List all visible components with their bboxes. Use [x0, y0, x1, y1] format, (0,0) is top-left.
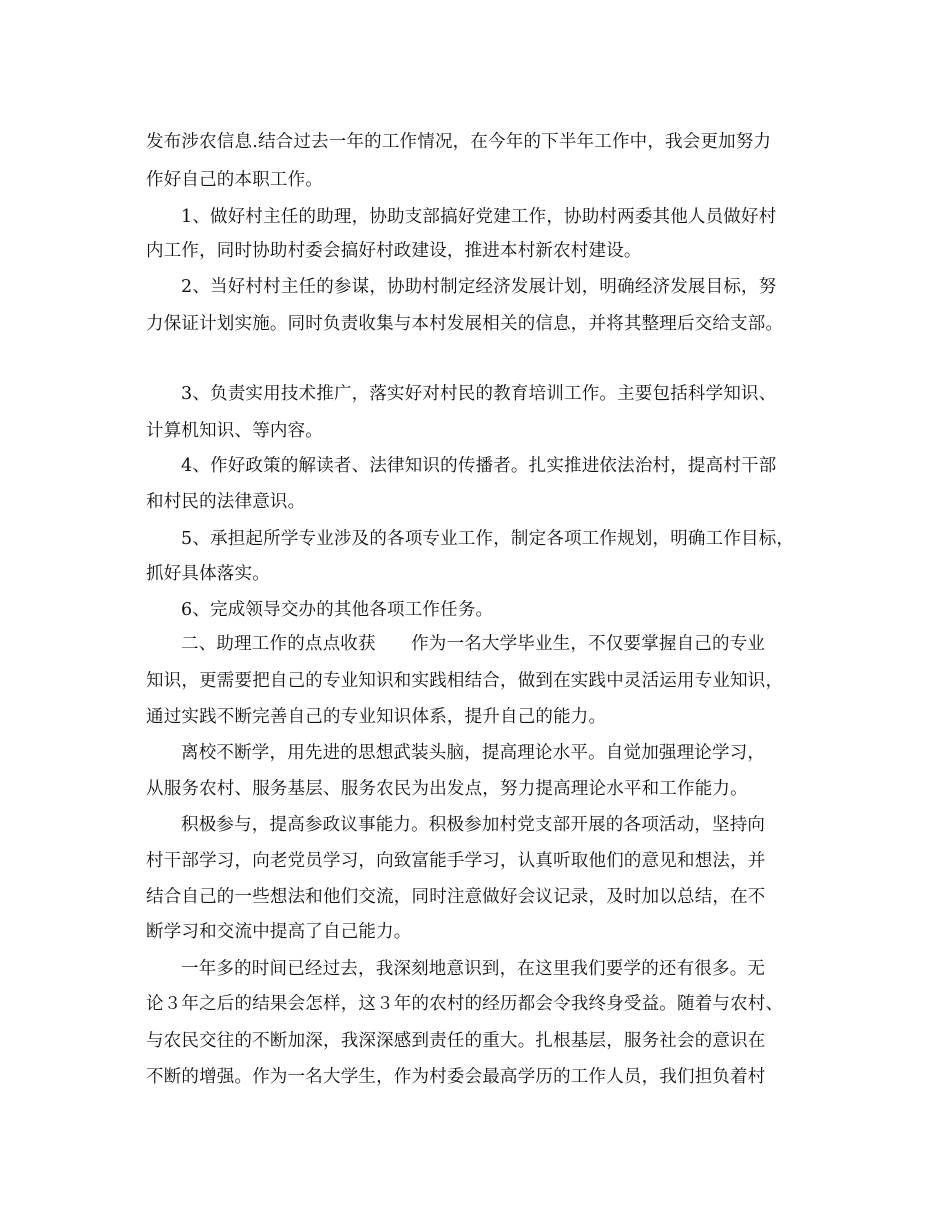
text-line: 计算机知识、等内容。: [146, 421, 323, 441]
text-line: 4、作好政策的解读者、法律知识的传播者。扎实推进依法治村，提高村干部: [181, 456, 777, 476]
text-line: 一年多的时间已经过去，我深刻地意识到，在这里我们要学的还有很多。无: [181, 959, 766, 979]
text-line: 抓好具体落实。: [146, 564, 270, 584]
text-line: 通过实践不断完善自己的专业知识体系，提升自己的能力。: [146, 707, 607, 727]
text-line: 6、完成领导交办的其他各项工作任务。: [181, 600, 494, 620]
text-line: 结合自己的一些想法和他们交流，同时注意做好会议记录，及时加以总结，在不: [146, 887, 766, 907]
text-line: 离校不断学，用先进的思想武装头脑，提高理论水平。自觉加强理论学习，: [181, 743, 766, 763]
text-line: 论３年之后的结果会怎样，这３年的农村的经历都会令我终身受益。随着与农村、: [146, 994, 784, 1014]
text-line: 和村民的法律意识。: [146, 492, 306, 512]
text-line: 力保证计划实施。同时负责收集与本村发展相关的信息，并将其整理后交给支部。: [146, 314, 784, 334]
text-line: 1、做好村主任的助理，协助支部搞好党建工作，协助村两委其他人员做好村: [181, 207, 777, 227]
text-line: 发布涉农信息.结合过去一年的工作情况，在今年的下半年工作中，我会更加努力: [146, 132, 772, 152]
text-line: 不断的增强。作为一名大学生，作为村委会最高学历的工作人员，我们担负着村: [146, 1067, 766, 1087]
text-line: 积极参与，提高参政议事能力。积极参加村党支部开展的各项活动，坚持向: [181, 815, 766, 835]
text-line: 2、当好村村主任的参谋，协助村制定经济发展计划，明确经济发展目标，努: [181, 277, 777, 297]
section-heading-line: 二、助理工作的点点收获 作为一名大学毕业生，不仅要掌握自己的专业: [181, 634, 766, 654]
text-line: 村干部学习，向老党员学习，向致富能手学习，认真听取他们的意见和想法，并: [146, 851, 766, 871]
text-line: 断学习和交流中提高了自己能力。: [146, 922, 412, 942]
text-line: 内工作，同时协助村委会搞好村政建设，推进本村新农村建设。: [146, 241, 642, 261]
text-line: 3、负责实用技术推广，落实好对村民的教育培训工作。主要包括科学知识、: [181, 384, 777, 404]
text-line: 知识，更需要把自己的专业知识和实践相结合，做到在实践中灵活运用专业知识，: [146, 671, 784, 691]
text-line: 与农民交往的不断加深，我深深感到责任的重大。扎根基层，服务社会的意识在: [146, 1031, 766, 1051]
text-line: 从服务农村、服务基层、服务农民为出发点，努力提高理论水平和工作能力。: [146, 779, 748, 799]
text-line: 5、承担起所学专业涉及的各项专业工作，制定各项工作规划，明确工作目标，: [181, 529, 795, 549]
text-line: 作好自己的本职工作。: [146, 170, 323, 190]
